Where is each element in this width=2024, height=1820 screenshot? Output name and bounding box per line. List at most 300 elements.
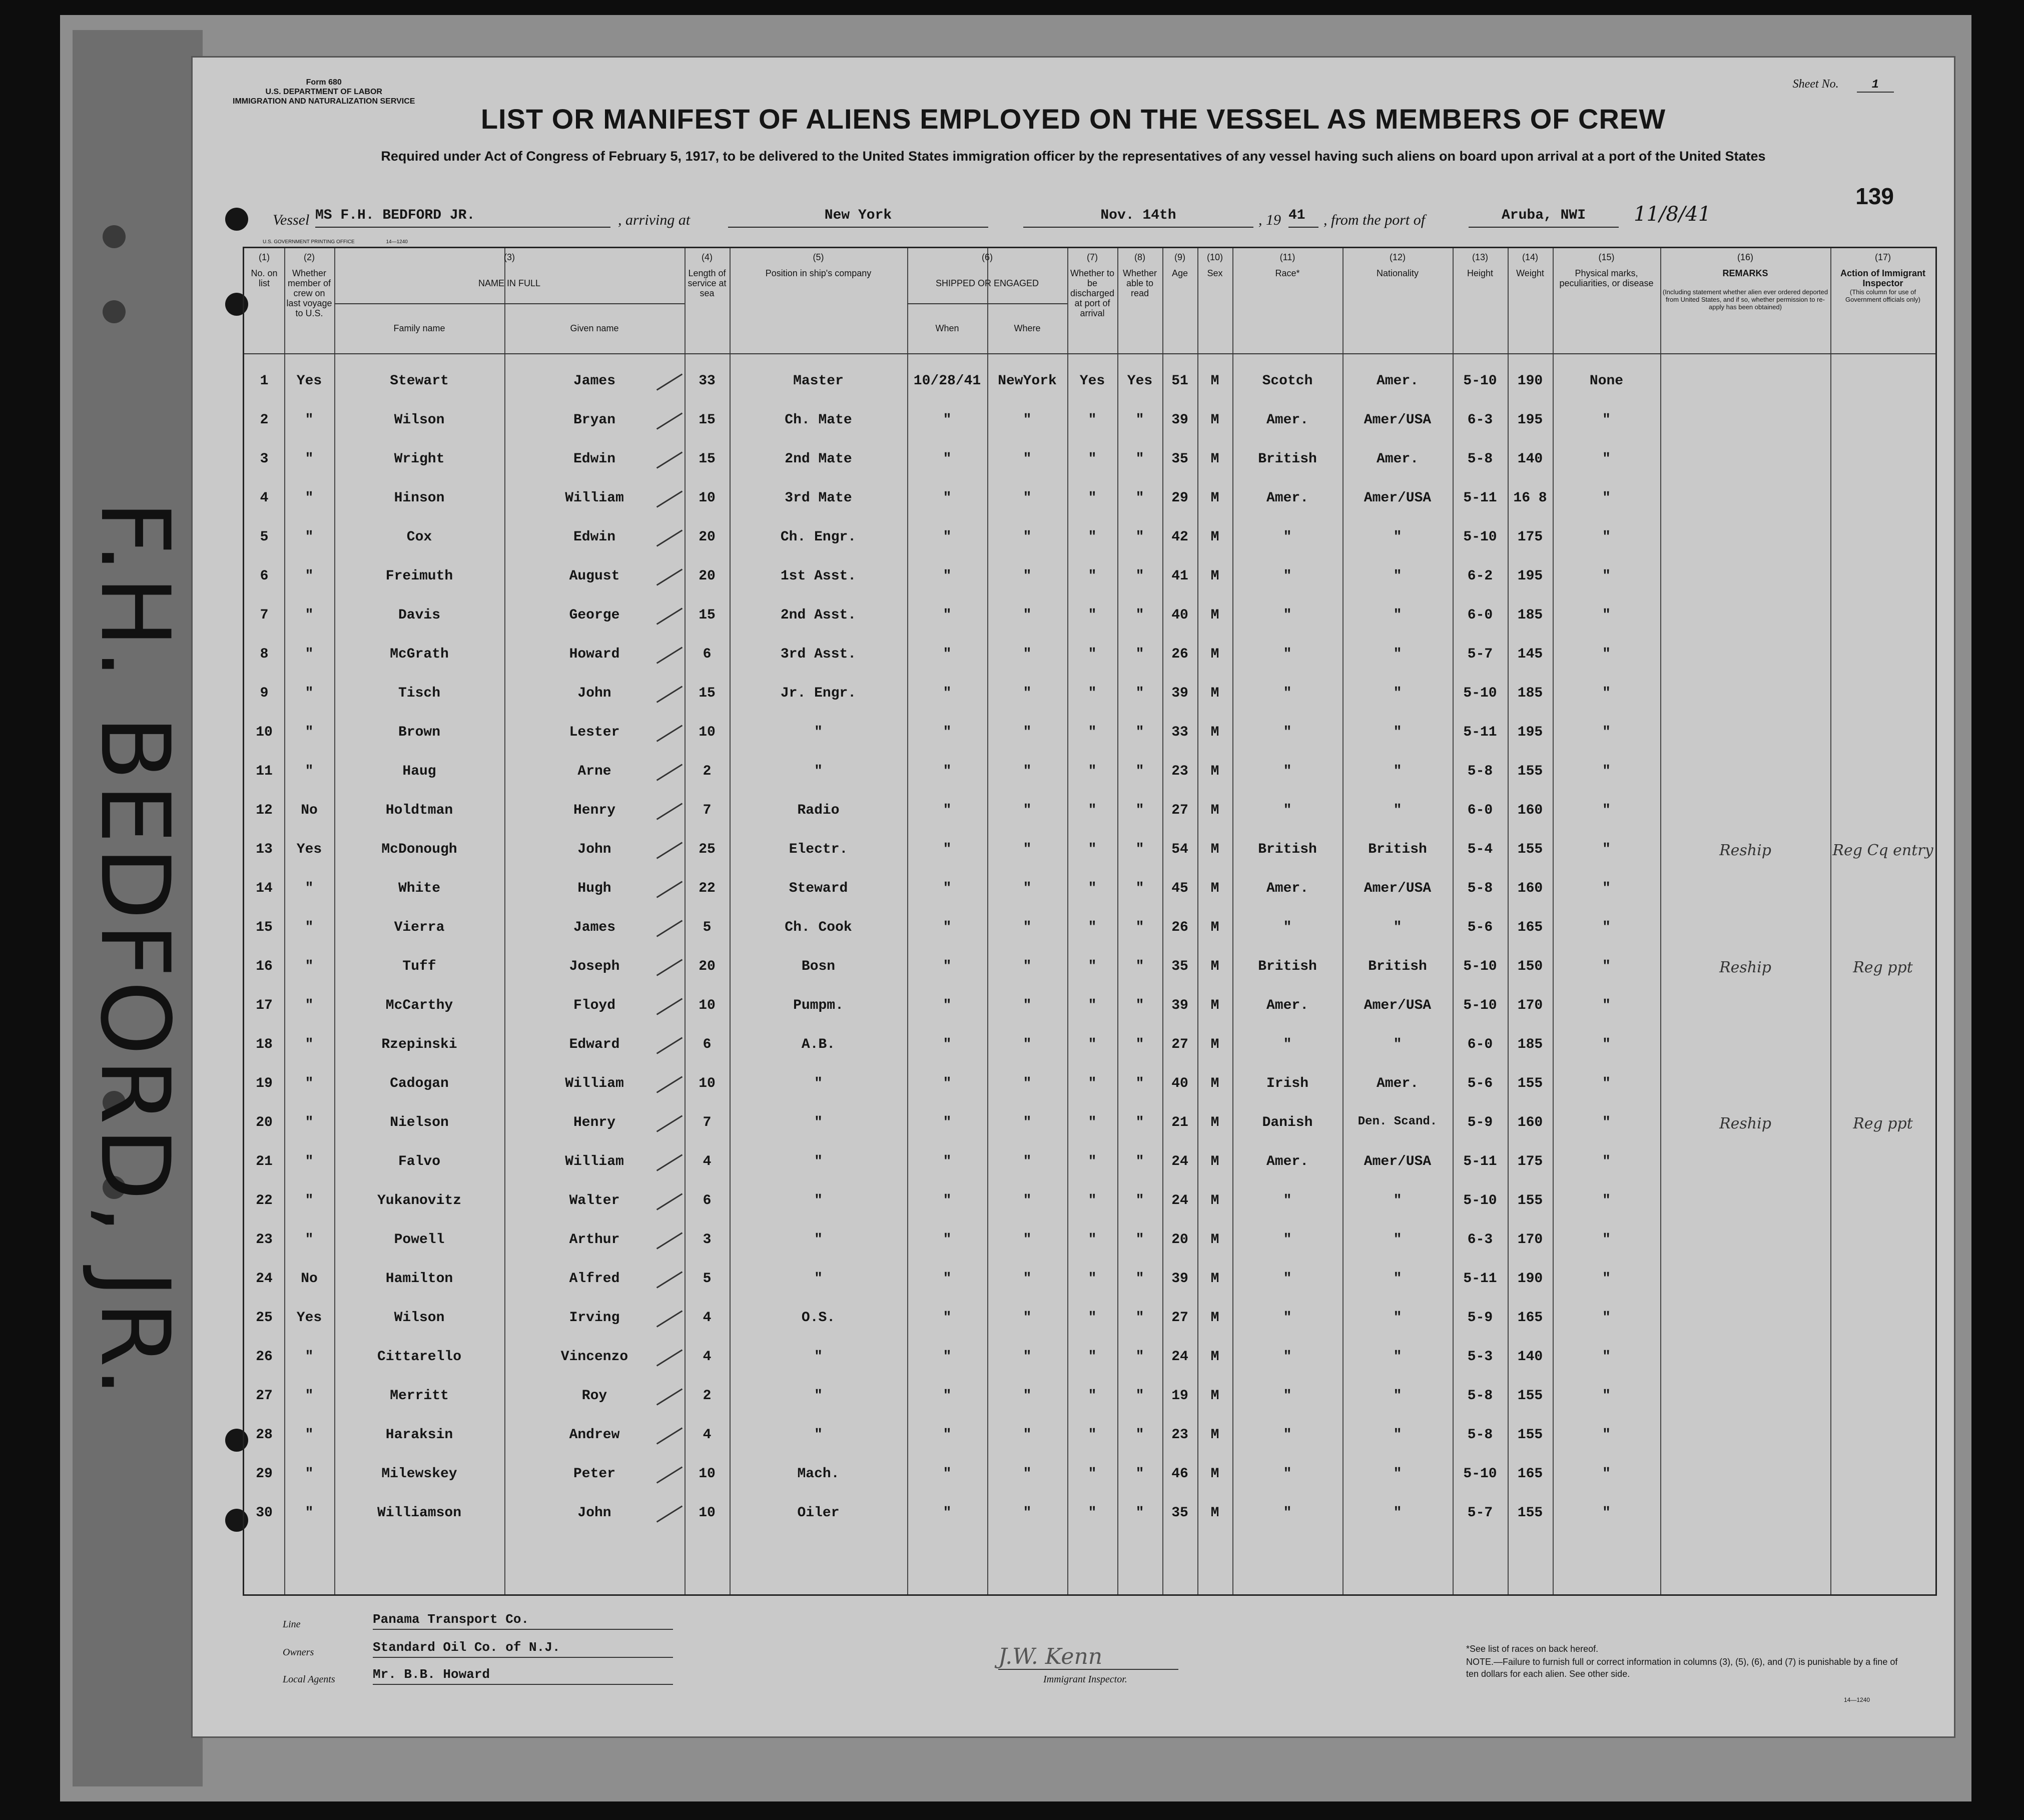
table-row: [244, 988, 1935, 1026]
cell-where: ": [1023, 1076, 1032, 1091]
column-header: SHIPPED OR ENGAGED: [935, 278, 1039, 288]
cell-height: 5-10: [1463, 1193, 1497, 1208]
sheet-number: [1793, 78, 1894, 92]
cell-when: ": [943, 647, 952, 662]
cell-family: Cadogan: [390, 1076, 449, 1091]
handwritten-date: 11/8/41: [1634, 203, 1711, 226]
cell-age: 24: [1171, 1349, 1188, 1365]
cell-where: ": [1023, 608, 1032, 623]
cell-no: 15: [256, 920, 273, 935]
cell-given: Henry: [573, 803, 615, 818]
table-row: [244, 754, 1935, 792]
cell-when: ": [943, 451, 952, 467]
cell-when: ": [943, 1193, 952, 1208]
cell-age: 24: [1171, 1154, 1188, 1169]
cell-nat: Den. Scand.: [1358, 1115, 1438, 1128]
cell-age: 27: [1171, 803, 1188, 818]
cell-read: ": [1135, 1193, 1144, 1208]
cell-given: Arthur: [569, 1232, 620, 1248]
cell-service: 4: [703, 1427, 712, 1443]
service-name: IMMIGRATION AND NATURALIZATION SERVICE: [233, 97, 415, 106]
cell-marks: ": [1602, 1076, 1611, 1091]
cell-nat: ": [1393, 647, 1402, 662]
cell-last: Yes: [296, 373, 322, 389]
table-row: [244, 793, 1935, 831]
cell-family: Wright: [394, 451, 445, 467]
cell-height: 5-8: [1467, 1427, 1493, 1443]
cell-race: ": [1283, 725, 1292, 740]
cell-last: ": [305, 490, 314, 506]
cell-read: ": [1135, 1037, 1144, 1052]
cell-where: ": [1023, 1349, 1032, 1365]
cell-when: ": [943, 1466, 952, 1482]
cell-disch: ": [1088, 1427, 1097, 1443]
cell-disch: ": [1088, 998, 1097, 1013]
subheader-divider: [907, 303, 1067, 304]
cell-service: 7: [703, 803, 712, 818]
column-number: (12): [1389, 252, 1406, 262]
margin-vessel-annotation: [90, 500, 190, 701]
cell-weight: 165: [1517, 920, 1543, 935]
cell-position: Ch. Engr.: [780, 529, 857, 545]
cell-where: ": [1023, 451, 1032, 467]
cell-read: ": [1135, 568, 1144, 584]
cell-height: 5-8: [1467, 1388, 1493, 1404]
cell-disch: ": [1088, 529, 1097, 545]
cell-nat: British: [1368, 842, 1427, 857]
cell-last: ": [305, 1427, 314, 1443]
cell-disch: ": [1088, 1505, 1097, 1521]
cell-given: Arne: [577, 764, 611, 779]
cell-last: ": [305, 1076, 314, 1091]
column-number: (2): [304, 252, 315, 262]
cell-nat: ": [1393, 608, 1402, 623]
cell-marks: ": [1602, 490, 1611, 506]
column-header: Whether member of crew on last voyage to U.S.: [286, 268, 332, 318]
cell-service: 6: [703, 1037, 712, 1052]
cell-no: 7: [260, 608, 269, 623]
cell-marks: ": [1602, 412, 1611, 428]
cell-position: 2nd Mate: [785, 451, 852, 467]
cell-when: ": [943, 881, 952, 896]
cell-when: ": [943, 568, 952, 584]
table-row: [244, 363, 1935, 401]
cell-read: ": [1135, 451, 1144, 467]
cell-service: 5: [703, 1271, 712, 1287]
cell-nat: ": [1393, 1193, 1402, 1208]
cell-last: ": [305, 529, 314, 545]
printer-imprint: [263, 239, 408, 245]
table-row: [244, 871, 1935, 909]
cell-family: White: [398, 881, 440, 896]
cell-height: 5-9: [1467, 1115, 1493, 1130]
cell-no: 29: [256, 1466, 273, 1482]
cell-last: ": [305, 1037, 314, 1052]
cell-weight: 140: [1517, 1349, 1543, 1365]
owners-value: Standard Oil Co. of N.J.: [373, 1640, 673, 1658]
cell-sex: M: [1210, 1232, 1219, 1248]
cell-when: ": [943, 725, 952, 740]
table-row: [244, 949, 1935, 987]
cell-given: Irving: [569, 1310, 620, 1326]
cell-service: 4: [703, 1154, 712, 1169]
vessel-name: MS F.H. BEDFORD JR.: [315, 208, 610, 228]
cell-action: Reg ppt: [1853, 959, 1913, 976]
cell-read: ": [1135, 1115, 1144, 1130]
cell-position: Bosn: [801, 959, 836, 974]
cell-remarks: Reship: [1719, 959, 1771, 976]
cell-given: Roy: [581, 1388, 607, 1404]
cell-marks: ": [1602, 608, 1611, 623]
cell-race: Amer.: [1266, 490, 1308, 506]
cell-weight: 155: [1517, 1427, 1543, 1443]
cell-nat: ": [1393, 1037, 1402, 1052]
table-row: [244, 402, 1935, 440]
cell-given: Hugh: [577, 881, 611, 896]
cell-marks: ": [1602, 1154, 1611, 1169]
cell-marks: ": [1602, 1310, 1611, 1326]
cell-family: Wilson: [394, 412, 445, 428]
cell-race: ": [1283, 529, 1292, 545]
cell-race: British: [1258, 842, 1317, 857]
cell-when: ": [943, 608, 952, 623]
cell-marks: ": [1602, 451, 1611, 467]
cell-given: John: [577, 1505, 611, 1521]
cell-race: ": [1283, 647, 1292, 662]
cell-age: 23: [1171, 1427, 1188, 1443]
agents-label: Local Agents: [283, 1674, 335, 1685]
cell-disch: ": [1088, 1310, 1097, 1326]
cell-read: ": [1135, 1466, 1144, 1482]
cell-given: Alfred: [569, 1271, 620, 1287]
column-number: (7): [1087, 252, 1098, 262]
cell-nat: ": [1393, 1388, 1402, 1404]
cell-last: ": [305, 1505, 314, 1521]
cell-race: Amer.: [1266, 998, 1308, 1013]
cell-last: ": [305, 1388, 314, 1404]
cell-read: ": [1135, 920, 1144, 935]
cell-age: 19: [1171, 1388, 1188, 1404]
cell-read: ": [1135, 1232, 1144, 1248]
cell-when: ": [943, 1037, 952, 1052]
cell-family: Hamilton: [385, 1271, 453, 1287]
cell-position: ": [814, 1154, 823, 1169]
cell-sex: M: [1210, 842, 1219, 857]
column-number: (16): [1737, 252, 1753, 262]
cell-disch: ": [1088, 842, 1097, 857]
cell-height: 6-0: [1467, 1037, 1493, 1052]
cell-last: ": [305, 412, 314, 428]
cell-marks: ": [1602, 686, 1611, 701]
cell-age: 39: [1171, 1271, 1188, 1287]
cell-service: 15: [699, 412, 716, 428]
cell-when: ": [943, 1154, 952, 1169]
cell-last: ": [305, 881, 314, 896]
cell-family: Stewart: [390, 373, 449, 389]
cell-when: ": [943, 1388, 952, 1404]
cell-read: ": [1135, 998, 1144, 1013]
cell-height: 6-0: [1467, 608, 1493, 623]
cell-no: 2: [260, 412, 269, 428]
cell-age: 35: [1171, 1505, 1188, 1521]
cell-no: 22: [256, 1193, 273, 1208]
cell-last: Yes: [296, 842, 322, 857]
column-subheader: Given name: [570, 323, 619, 333]
cell-race: ": [1283, 764, 1292, 779]
cell-position: ": [814, 725, 823, 740]
cell-given: Edward: [569, 1037, 620, 1052]
cell-height: 5-10: [1463, 529, 1497, 545]
cell-no: 18: [256, 1037, 273, 1052]
cell-family: McGrath: [390, 647, 449, 662]
cell-race: ": [1283, 1427, 1292, 1443]
column-header: Position in ship's company: [765, 268, 872, 278]
cell-marks: ": [1602, 529, 1611, 545]
cell-age: 20: [1171, 1232, 1188, 1248]
column-number: (15): [1598, 252, 1615, 262]
cell-height: 5-6: [1467, 920, 1493, 935]
cell-no: 4: [260, 490, 269, 506]
column-number: (10): [1206, 252, 1223, 262]
cell-position: Jr. Engr.: [780, 686, 857, 701]
cell-no: 13: [256, 842, 273, 857]
column-subheader: When: [935, 323, 959, 333]
cell-nat: Amer/USA: [1364, 998, 1432, 1013]
cell-disch: ": [1088, 764, 1097, 779]
cell-service: 6: [703, 1193, 712, 1208]
cell-remarks: Reship: [1719, 842, 1771, 859]
cell-weight: 185: [1517, 686, 1543, 701]
cell-height: 5-10: [1463, 998, 1497, 1013]
cell-where: ": [1023, 1037, 1032, 1052]
inspector-signature: J.W. Kenn: [998, 1644, 1178, 1670]
cell-given: William: [565, 1076, 624, 1091]
cell-where: ": [1023, 1115, 1032, 1130]
cell-race: Scotch: [1262, 373, 1313, 389]
table-row: [244, 1261, 1935, 1299]
cell-race: ": [1283, 1388, 1292, 1404]
cell-disch: ": [1088, 647, 1097, 662]
cell-given: John: [577, 686, 611, 701]
cell-height: 5-10: [1463, 373, 1497, 389]
cell-age: 23: [1171, 764, 1188, 779]
cell-when: ": [943, 764, 952, 779]
cell-weight: 155: [1517, 1076, 1543, 1091]
cell-weight: 145: [1517, 647, 1543, 662]
cell-race: ": [1283, 568, 1292, 584]
cell-service: 15: [699, 451, 716, 467]
column-number: (17): [1874, 252, 1891, 262]
cell-read: ": [1135, 1154, 1144, 1169]
cell-disch: ": [1088, 608, 1097, 623]
cell-service: 7: [703, 1115, 712, 1130]
cell-sex: M: [1210, 568, 1219, 584]
cell-where: ": [1023, 764, 1032, 779]
printer-name: U.S. GOVERNMENT PRINTING OFFICE: [263, 239, 355, 245]
cell-nat: ": [1393, 1232, 1402, 1248]
cell-family: McCarthy: [385, 998, 453, 1013]
cell-disch: ": [1088, 686, 1097, 701]
cell-when: ": [943, 959, 952, 974]
cell-sex: M: [1210, 1388, 1219, 1404]
cell-where: ": [1023, 412, 1032, 428]
cell-weight: 165: [1517, 1310, 1543, 1326]
printer-code: 14—1240: [386, 239, 408, 245]
cell-position: 3rd Asst.: [780, 647, 857, 662]
cell-height: 5-11: [1463, 1271, 1497, 1287]
cell-last: ": [305, 1193, 314, 1208]
cell-where: ": [1023, 1505, 1032, 1521]
cell-age: 54: [1171, 842, 1188, 857]
column-header: Length of service at sea: [688, 268, 727, 298]
cell-weight: 160: [1517, 803, 1543, 818]
column-number: (5): [813, 252, 824, 262]
cell-family: Rzepinski: [381, 1037, 457, 1052]
cell-disch: ": [1088, 1076, 1097, 1091]
cell-last: Yes: [296, 1310, 322, 1326]
cell-position: A.B.: [801, 1037, 836, 1052]
line-value: Panama Transport Co.: [373, 1612, 673, 1630]
cell-disch: ": [1088, 1349, 1097, 1365]
departure-port: Aruba, NWI: [1469, 208, 1619, 228]
cell-height: 5-10: [1463, 1466, 1497, 1482]
cell-height: 6-3: [1467, 1232, 1493, 1248]
cell-sex: M: [1210, 529, 1219, 545]
cell-weight: 155: [1517, 1388, 1543, 1404]
column-number: (14): [1522, 252, 1538, 262]
cell-sex: M: [1210, 608, 1219, 623]
cell-nat: Amer/USA: [1364, 490, 1432, 506]
document-subtitle: Required under Act of Congress of February 5, 1917, to be delivered to the United States immigration officer by the representatives of any vessel having such aliens on board upon arrival at a port of the United States: [381, 149, 1766, 164]
cell-height: 5-11: [1463, 1154, 1497, 1169]
cell-nat: ": [1393, 764, 1402, 779]
crew-manifest-table: [243, 247, 1937, 1596]
cell-height: 5-3: [1467, 1349, 1493, 1365]
table-row: [244, 1456, 1935, 1494]
cell-weight: 170: [1517, 1232, 1543, 1248]
document-title: LIST OR MANIFEST OF ALIENS EMPLOYED ON THE VESSEL AS MEMBERS OF CREW: [480, 103, 1666, 135]
cell-race: ": [1283, 803, 1292, 818]
column-header: Action of Immigrant Inspector: [1840, 268, 1925, 288]
cell-family: Merritt: [390, 1388, 449, 1404]
column-header: Age: [1171, 268, 1188, 278]
cell-race: Irish: [1266, 1076, 1308, 1091]
cell-marks: ": [1602, 959, 1611, 974]
table-row: [244, 832, 1935, 870]
cell-race: ": [1283, 1271, 1292, 1287]
cell-last: ": [305, 1349, 314, 1365]
cell-last: ": [305, 764, 314, 779]
cell-read: ": [1135, 881, 1144, 896]
cell-race: Amer.: [1266, 1154, 1308, 1169]
cell-nat: ": [1393, 920, 1402, 935]
cell-service: 10: [699, 1505, 716, 1521]
cell-last: ": [305, 608, 314, 623]
cell-where: ": [1023, 686, 1032, 701]
cell-service: 4: [703, 1349, 712, 1365]
cell-disch: ": [1088, 1271, 1097, 1287]
cell-no: 11: [256, 764, 273, 779]
cell-service: 2: [703, 764, 712, 779]
cell-position: 1st Asst.: [780, 568, 857, 584]
table-row: [244, 1027, 1935, 1065]
cell-sex: M: [1210, 1115, 1219, 1130]
cell-when: ": [943, 1427, 952, 1443]
cell-family: Haraksin: [385, 1427, 453, 1443]
cell-family: Wilson: [394, 1310, 445, 1326]
cell-read: ": [1135, 764, 1144, 779]
cell-read: ": [1135, 1271, 1144, 1287]
table-row: [244, 1183, 1935, 1221]
cell-given: Howard: [569, 647, 620, 662]
cell-sex: M: [1210, 1310, 1219, 1326]
cell-marks: ": [1602, 568, 1611, 584]
cell-where: ": [1023, 1388, 1032, 1404]
manifest-sheet: [193, 58, 1954, 1736]
cell-race: Amer.: [1266, 881, 1308, 896]
cell-position: 3rd Mate: [785, 490, 852, 506]
cell-family: Tuff: [402, 959, 436, 974]
cell-marks: ": [1602, 803, 1611, 818]
cell-height: 5-8: [1467, 451, 1493, 467]
cell-race: Amer.: [1266, 412, 1308, 428]
cell-family: Brown: [398, 725, 440, 740]
cell-sex: M: [1210, 998, 1219, 1013]
cell-marks: ": [1602, 881, 1611, 896]
cell-read: ": [1135, 412, 1144, 428]
cell-position: Ch. Cook: [785, 920, 852, 935]
cell-nat: ": [1393, 1349, 1402, 1365]
cell-last: ": [305, 998, 314, 1013]
cell-nat: ": [1393, 686, 1402, 701]
column-header: Whether to be discharged at port of arrival: [1070, 268, 1115, 318]
cell-no: 16: [256, 959, 273, 974]
header-divider: [244, 353, 1935, 354]
cell-sex: M: [1210, 451, 1219, 467]
cell-no: 14: [256, 881, 273, 896]
column-number: (13): [1472, 252, 1488, 262]
cell-service: 3: [703, 1232, 712, 1248]
cell-action: Reg Cq entry: [1832, 842, 1933, 859]
cell-no: 28: [256, 1427, 273, 1443]
cell-marks: ": [1602, 1271, 1611, 1287]
cell-race: ": [1283, 1037, 1292, 1052]
cell-height: 5-9: [1467, 1310, 1493, 1326]
cell-no: 27: [256, 1388, 273, 1404]
cell-race: ": [1283, 608, 1292, 623]
column-number: (1): [259, 252, 270, 262]
cell-where: ": [1023, 1271, 1032, 1287]
cell-age: 26: [1171, 920, 1188, 935]
cell-position: 2nd Asst.: [780, 608, 857, 623]
cell-no: 25: [256, 1310, 273, 1326]
cell-no: 21: [256, 1154, 273, 1169]
cell-no: 19: [256, 1076, 273, 1091]
table-row: [244, 1300, 1935, 1338]
cell-given: William: [565, 490, 624, 506]
cell-no: 17: [256, 998, 273, 1013]
cell-height: 5-10: [1463, 686, 1497, 701]
cell-when: ": [943, 529, 952, 545]
cell-when: ": [943, 1271, 952, 1287]
cell-nat: Amer.: [1376, 1076, 1419, 1091]
cell-race: ": [1283, 1349, 1292, 1365]
cell-when: ": [943, 686, 952, 701]
table-row: [244, 558, 1935, 596]
cell-family: Tisch: [398, 686, 440, 701]
cell-last: ": [305, 686, 314, 701]
penalty-note: NOTE.—Failure to furnish full or correct information in columns (3), (5), (6), and (7) is punishable by a fine of ten dollars for each alien. See other side.: [1466, 1657, 1898, 1679]
